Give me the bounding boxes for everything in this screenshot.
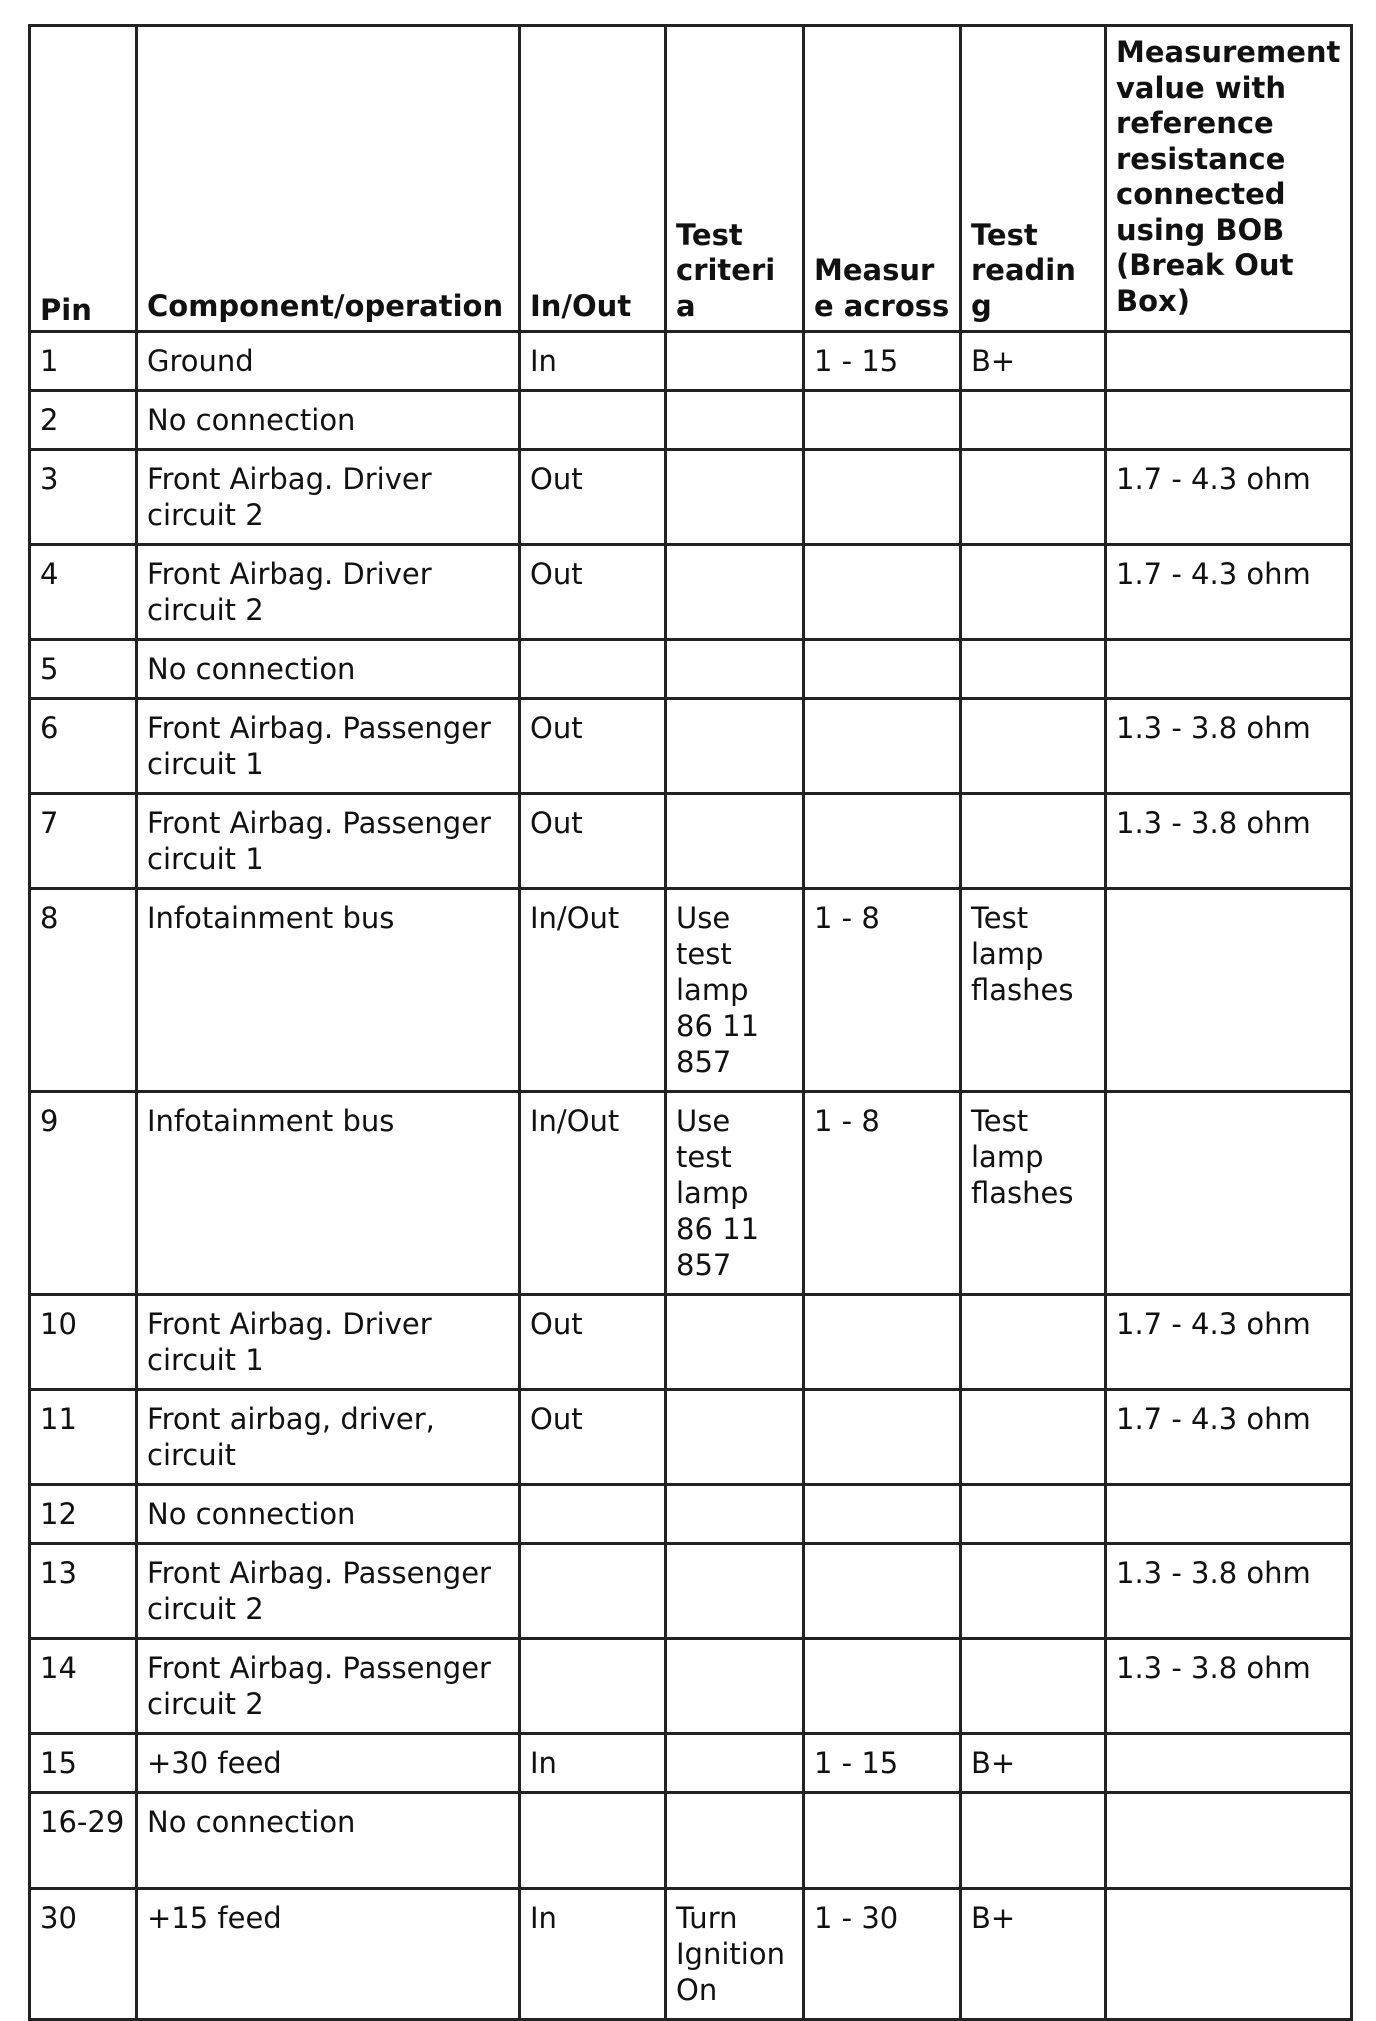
- table-row: [30, 640, 1352, 699]
- cell-test-criteria: [666, 1485, 804, 1544]
- cell-measure-across: [804, 1485, 961, 1544]
- cell-test-criteria: [666, 794, 804, 889]
- cell-measurement-value: 1.3 - 3.8 ohm: [1106, 699, 1352, 794]
- cell-pin: 9: [30, 1092, 137, 1295]
- cell-measure-across: 1 - 15: [804, 332, 961, 391]
- cell-test-criteria: [666, 1544, 804, 1639]
- cell-pin: 4: [30, 545, 137, 640]
- cell-measure-across: [804, 794, 961, 889]
- cell-pin: 30: [30, 1889, 137, 2020]
- cell-test-reading: [961, 1485, 1106, 1544]
- cell-test-criteria: [666, 1639, 804, 1734]
- cell-component: +30 feed: [137, 1734, 520, 1793]
- header-row: [30, 26, 1352, 332]
- cell-test-criteria: [666, 332, 804, 391]
- cell-in-out: Out: [520, 545, 666, 640]
- header-test-reading: Test reading: [961, 26, 1106, 332]
- table-row: [30, 450, 1352, 545]
- cell-test-reading: [961, 640, 1106, 699]
- table-row: [30, 1092, 1352, 1295]
- cell-component: Front Airbag. Passenger circuit 1: [137, 794, 520, 889]
- cell-component: Front Airbag. Driver circuit 2: [137, 450, 520, 545]
- cell-test-criteria: Use test lamp 86 11 857: [666, 1092, 804, 1295]
- cell-component: Infotainment bus: [137, 889, 520, 1092]
- table-row: [30, 1295, 1352, 1390]
- table-row: [30, 545, 1352, 640]
- cell-test-reading: [961, 1793, 1106, 1889]
- cell-measurement-value: 1.7 - 4.3 ohm: [1106, 1295, 1352, 1390]
- cell-in-out: Out: [520, 1295, 666, 1390]
- cell-measure-across: [804, 1544, 961, 1639]
- cell-component: Front Airbag. Passenger circuit 1: [137, 699, 520, 794]
- cell-pin: 2: [30, 391, 137, 450]
- cell-measure-across: 1 - 15: [804, 1734, 961, 1793]
- cell-component: Infotainment bus: [137, 1092, 520, 1295]
- cell-measurement-value: [1106, 1793, 1352, 1889]
- cell-in-out: [520, 1544, 666, 1639]
- cell-component: Front Airbag. Driver circuit 1: [137, 1295, 520, 1390]
- table-row: [30, 1485, 1352, 1544]
- cell-test-reading: [961, 545, 1106, 640]
- cell-test-reading: [961, 1544, 1106, 1639]
- cell-in-out: [520, 1639, 666, 1734]
- table-row: [30, 794, 1352, 889]
- cell-in-out: In: [520, 332, 666, 391]
- cell-measure-across: 1 - 8: [804, 889, 961, 1092]
- table-row: [30, 1544, 1352, 1639]
- cell-test-criteria: Turn Ignition On: [666, 1889, 804, 2020]
- cell-measure-across: [804, 1390, 961, 1485]
- cell-pin: 3: [30, 450, 137, 545]
- cell-pin: 1: [30, 332, 137, 391]
- cell-measurement-value: [1106, 332, 1352, 391]
- cell-measurement-value: 1.7 - 4.3 ohm: [1106, 450, 1352, 545]
- table-row: [30, 889, 1352, 1092]
- cell-component: Front Airbag. Passenger circuit 2: [137, 1544, 520, 1639]
- cell-measurement-value: 1.7 - 4.3 ohm: [1106, 1390, 1352, 1485]
- cell-measure-across: [804, 1639, 961, 1734]
- cell-test-reading: Test lamp flashes: [961, 889, 1106, 1092]
- cell-in-out: In/Out: [520, 889, 666, 1092]
- cell-test-criteria: [666, 1734, 804, 1793]
- cell-test-criteria: [666, 391, 804, 450]
- cell-measurement-value: 1.7 - 4.3 ohm: [1106, 545, 1352, 640]
- cell-pin: 8: [30, 889, 137, 1092]
- cell-test-criteria: [666, 640, 804, 699]
- cell-component: No connection: [137, 1793, 520, 1889]
- cell-measurement-value: [1106, 1092, 1352, 1295]
- cell-pin: 14: [30, 1639, 137, 1734]
- cell-measure-across: [804, 640, 961, 699]
- cell-measure-across: [804, 699, 961, 794]
- header-component: Component/operation: [137, 26, 520, 332]
- cell-pin: 6: [30, 699, 137, 794]
- cell-in-out: Out: [520, 699, 666, 794]
- cell-pin: 13: [30, 1544, 137, 1639]
- cell-component: Ground: [137, 332, 520, 391]
- cell-measure-across: [804, 545, 961, 640]
- table-row: [30, 699, 1352, 794]
- cell-in-out: [520, 1485, 666, 1544]
- table-row: [30, 332, 1352, 391]
- cell-test-reading: Test lamp flashes: [961, 1092, 1106, 1295]
- cell-test-criteria: [666, 450, 804, 545]
- cell-component: +15 feed: [137, 1889, 520, 2020]
- cell-measurement-value: [1106, 640, 1352, 699]
- cell-test-reading: [961, 1390, 1106, 1485]
- cell-test-reading: [961, 699, 1106, 794]
- table-row: [30, 1734, 1352, 1793]
- cell-in-out: [520, 391, 666, 450]
- cell-measurement-value: [1106, 889, 1352, 1092]
- cell-in-out: Out: [520, 794, 666, 889]
- cell-test-reading: B+: [961, 1734, 1106, 1793]
- table-row: [30, 1639, 1352, 1734]
- cell-pin: 10: [30, 1295, 137, 1390]
- cell-pin: 15: [30, 1734, 137, 1793]
- cell-test-reading: [961, 450, 1106, 545]
- header-test-criteria: Test criteria: [666, 26, 804, 332]
- table-row: [30, 1390, 1352, 1485]
- table-body: [30, 332, 1352, 2020]
- cell-measure-across: 1 - 30: [804, 1889, 961, 2020]
- cell-measurement-value: [1106, 1734, 1352, 1793]
- header-measurement-value: Measurement value with reference resistance connected using BOB (Break Out Box): [1106, 26, 1352, 332]
- cell-test-criteria: [666, 545, 804, 640]
- cell-component: Front airbag, driver, circuit: [137, 1390, 520, 1485]
- cell-measurement-value: 1.3 - 3.8 ohm: [1106, 1544, 1352, 1639]
- cell-measurement-value: [1106, 1485, 1352, 1544]
- cell-pin: 16-29: [30, 1793, 137, 1889]
- cell-component: No connection: [137, 1485, 520, 1544]
- cell-test-reading: B+: [961, 1889, 1106, 2020]
- cell-test-reading: [961, 1295, 1106, 1390]
- cell-in-out: In: [520, 1889, 666, 2020]
- cell-test-criteria: [666, 1295, 804, 1390]
- header-pin: Pin: [30, 26, 137, 332]
- table-row: [30, 1793, 1352, 1889]
- cell-test-criteria: Use test lamp 86 11 857: [666, 889, 804, 1092]
- cell-in-out: Out: [520, 450, 666, 545]
- pin-table: [28, 24, 1353, 2021]
- cell-measurement-value: 1.3 - 3.8 ohm: [1106, 1639, 1352, 1734]
- cell-measure-across: [804, 450, 961, 545]
- table-row: [30, 391, 1352, 450]
- cell-test-reading: [961, 794, 1106, 889]
- cell-test-reading: [961, 1639, 1106, 1734]
- cell-in-out: Out: [520, 1390, 666, 1485]
- cell-component: Front Airbag. Driver circuit 2: [137, 545, 520, 640]
- cell-in-out: In: [520, 1734, 666, 1793]
- cell-measure-across: [804, 1793, 961, 1889]
- cell-test-criteria: [666, 1390, 804, 1485]
- cell-measurement-value: 1.3 - 3.8 ohm: [1106, 794, 1352, 889]
- cell-in-out: [520, 1793, 666, 1889]
- cell-measure-across: [804, 391, 961, 450]
- cell-component: Front Airbag. Passenger circuit 2: [137, 1639, 520, 1734]
- cell-component: No connection: [137, 640, 520, 699]
- cell-pin: 7: [30, 794, 137, 889]
- cell-pin: 11: [30, 1390, 137, 1485]
- cell-test-reading: [961, 391, 1106, 450]
- cell-measure-across: [804, 1295, 961, 1390]
- cell-component: No connection: [137, 391, 520, 450]
- cell-measurement-value: [1106, 391, 1352, 450]
- cell-test-reading: B+: [961, 332, 1106, 391]
- cell-in-out: [520, 640, 666, 699]
- cell-test-criteria: [666, 1793, 804, 1889]
- cell-in-out: In/Out: [520, 1092, 666, 1295]
- cell-measure-across: 1 - 8: [804, 1092, 961, 1295]
- header-measure-across: Measure across: [804, 26, 961, 332]
- cell-pin: 5: [30, 640, 137, 699]
- header-in-out: In/Out: [520, 26, 666, 332]
- cell-pin: 12: [30, 1485, 137, 1544]
- cell-test-criteria: [666, 699, 804, 794]
